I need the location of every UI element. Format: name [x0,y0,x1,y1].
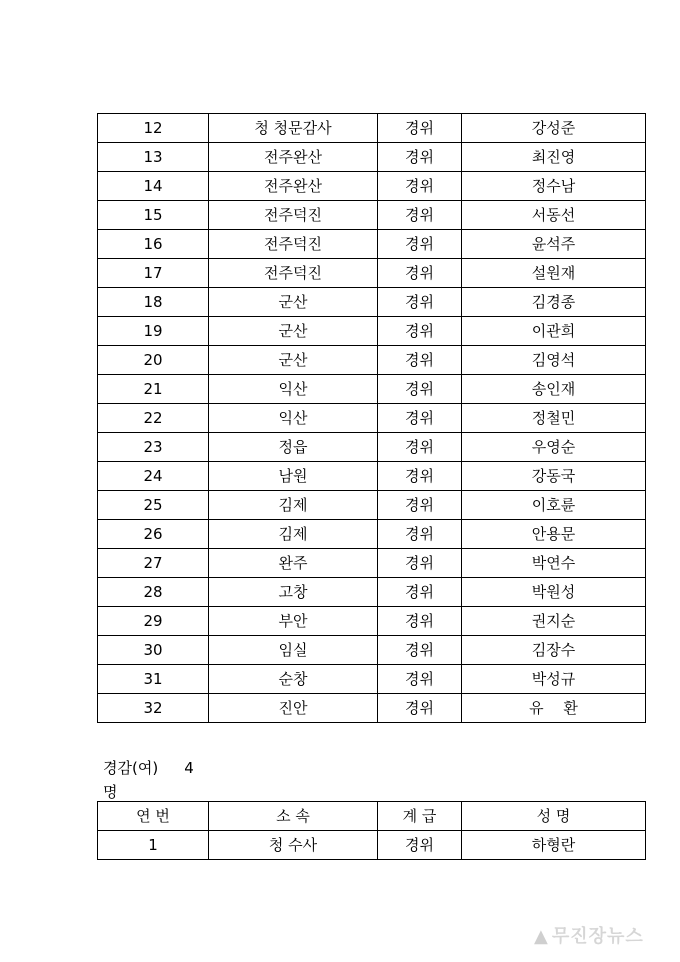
cell-unit: 완주 [209,549,378,578]
cell-name: 박연수 [462,549,646,578]
cell-rank: 경위 [378,433,462,462]
cell-no: 16 [98,230,209,259]
cell-no: 18 [98,288,209,317]
cell-unit: 정읍 [209,433,378,462]
cell-unit: 진안 [209,694,378,723]
cell-unit: 청 수사 [209,831,378,860]
table-row [98,665,646,694]
header-no: 연 번 [98,802,209,831]
cell-unit: 고창 [209,578,378,607]
cell-name: 정철민 [462,404,646,433]
section-title [103,758,194,778]
cell-name: 최진영 [462,143,646,172]
cell-no: 27 [98,549,209,578]
table-row [98,114,646,143]
cell-no: 20 [98,346,209,375]
person-icon: ▲ [534,926,549,947]
cell-no: 14 [98,172,209,201]
cell-unit: 군산 [209,317,378,346]
cell-name: 강동국 [462,462,646,491]
cell-rank: 경위 [378,520,462,549]
cell-no: 23 [98,433,209,462]
table-row [98,230,646,259]
cell-rank: 경위 [378,317,462,346]
header-unit: 소 속 [209,802,378,831]
cell-rank: 경위 [378,143,462,172]
section-count-unit: 명 [103,783,118,801]
cell-name: 박성규 [462,665,646,694]
section-title-text: 경감(여) [103,759,159,777]
cell-no: 17 [98,259,209,288]
cell-name: 윤석주 [462,230,646,259]
cell-rank: 경위 [378,114,462,143]
table-row [98,433,646,462]
cell-rank: 경위 [378,831,462,860]
cell-rank: 경위 [378,259,462,288]
cell-unit: 전주완산 [209,172,378,201]
cell-rank: 경위 [378,607,462,636]
cell-unit: 부안 [209,607,378,636]
cell-unit: 군산 [209,288,378,317]
cell-rank: 경위 [378,694,462,723]
cell-name: 이호륜 [462,491,646,520]
header-name: 성 명 [462,802,646,831]
cell-rank: 경위 [378,288,462,317]
cell-no: 12 [98,114,209,143]
table-row [98,578,646,607]
cell-unit: 김제 [209,491,378,520]
watermark [534,922,644,948]
table-row [98,172,646,201]
cell-unit: 순창 [209,665,378,694]
cell-name: 안용문 [462,520,646,549]
cell-rank: 경위 [378,491,462,520]
cell-name: 김경종 [462,288,646,317]
table-row [98,259,646,288]
cell-rank: 경위 [378,346,462,375]
cell-no: 1 [98,831,209,860]
cell-unit: 청 청문감사 [209,114,378,143]
table-row [98,462,646,491]
table-row [98,694,646,723]
cell-rank: 경위 [378,404,462,433]
cell-name: 강성준 [462,114,646,143]
cell-name: 설원재 [462,259,646,288]
cell-unit: 전주덕진 [209,230,378,259]
cell-rank: 경위 [378,636,462,665]
cell-rank: 경위 [378,462,462,491]
cell-unit: 익산 [209,375,378,404]
cell-no: 32 [98,694,209,723]
table-row [98,831,646,860]
cell-no: 30 [98,636,209,665]
cell-unit: 임실 [209,636,378,665]
table-row [98,375,646,404]
cell-rank: 경위 [378,230,462,259]
cell-no: 29 [98,607,209,636]
cell-no: 15 [98,201,209,230]
section-count: 4 [184,759,194,777]
cell-name: 송인재 [462,375,646,404]
cell-no: 24 [98,462,209,491]
cell-rank: 경위 [378,549,462,578]
cell-unit: 전주덕진 [209,259,378,288]
cell-name: 이관희 [462,317,646,346]
cell-unit: 군산 [209,346,378,375]
table-row [98,201,646,230]
cell-unit: 전주덕진 [209,201,378,230]
cell-rank: 경위 [378,578,462,607]
table-row [98,549,646,578]
cell-name: 김영석 [462,346,646,375]
cell-name: 우영순 [462,433,646,462]
cell-no: 28 [98,578,209,607]
cell-no: 26 [98,520,209,549]
promotion-table-2 [97,801,646,860]
cell-unit: 남원 [209,462,378,491]
cell-no: 13 [98,143,209,172]
cell-name: 김장수 [462,636,646,665]
cell-no: 25 [98,491,209,520]
table-row [98,143,646,172]
cell-rank: 경위 [378,375,462,404]
cell-rank: 경위 [378,665,462,694]
cell-name: 박원성 [462,578,646,607]
table-header-row [98,802,646,831]
table-row [98,491,646,520]
cell-unit: 김제 [209,520,378,549]
table-row [98,346,646,375]
cell-no: 21 [98,375,209,404]
cell-no: 31 [98,665,209,694]
table-row [98,520,646,549]
cell-no: 22 [98,404,209,433]
table-row [98,288,646,317]
table-row [98,404,646,433]
promotion-table-1 [97,113,646,723]
cell-rank: 경위 [378,201,462,230]
table-row [98,317,646,346]
cell-name: 서동선 [462,201,646,230]
header-rank: 계 급 [378,802,462,831]
cell-name: 유 환 [462,694,646,723]
watermark-text: 무진장뉴스 [551,926,644,947]
table-row [98,607,646,636]
cell-unit: 익산 [209,404,378,433]
cell-unit: 전주완산 [209,143,378,172]
cell-name: 권지순 [462,607,646,636]
cell-rank: 경위 [378,172,462,201]
cell-name: 정수남 [462,172,646,201]
cell-name: 하형란 [462,831,646,860]
table-row [98,636,646,665]
cell-no: 19 [98,317,209,346]
